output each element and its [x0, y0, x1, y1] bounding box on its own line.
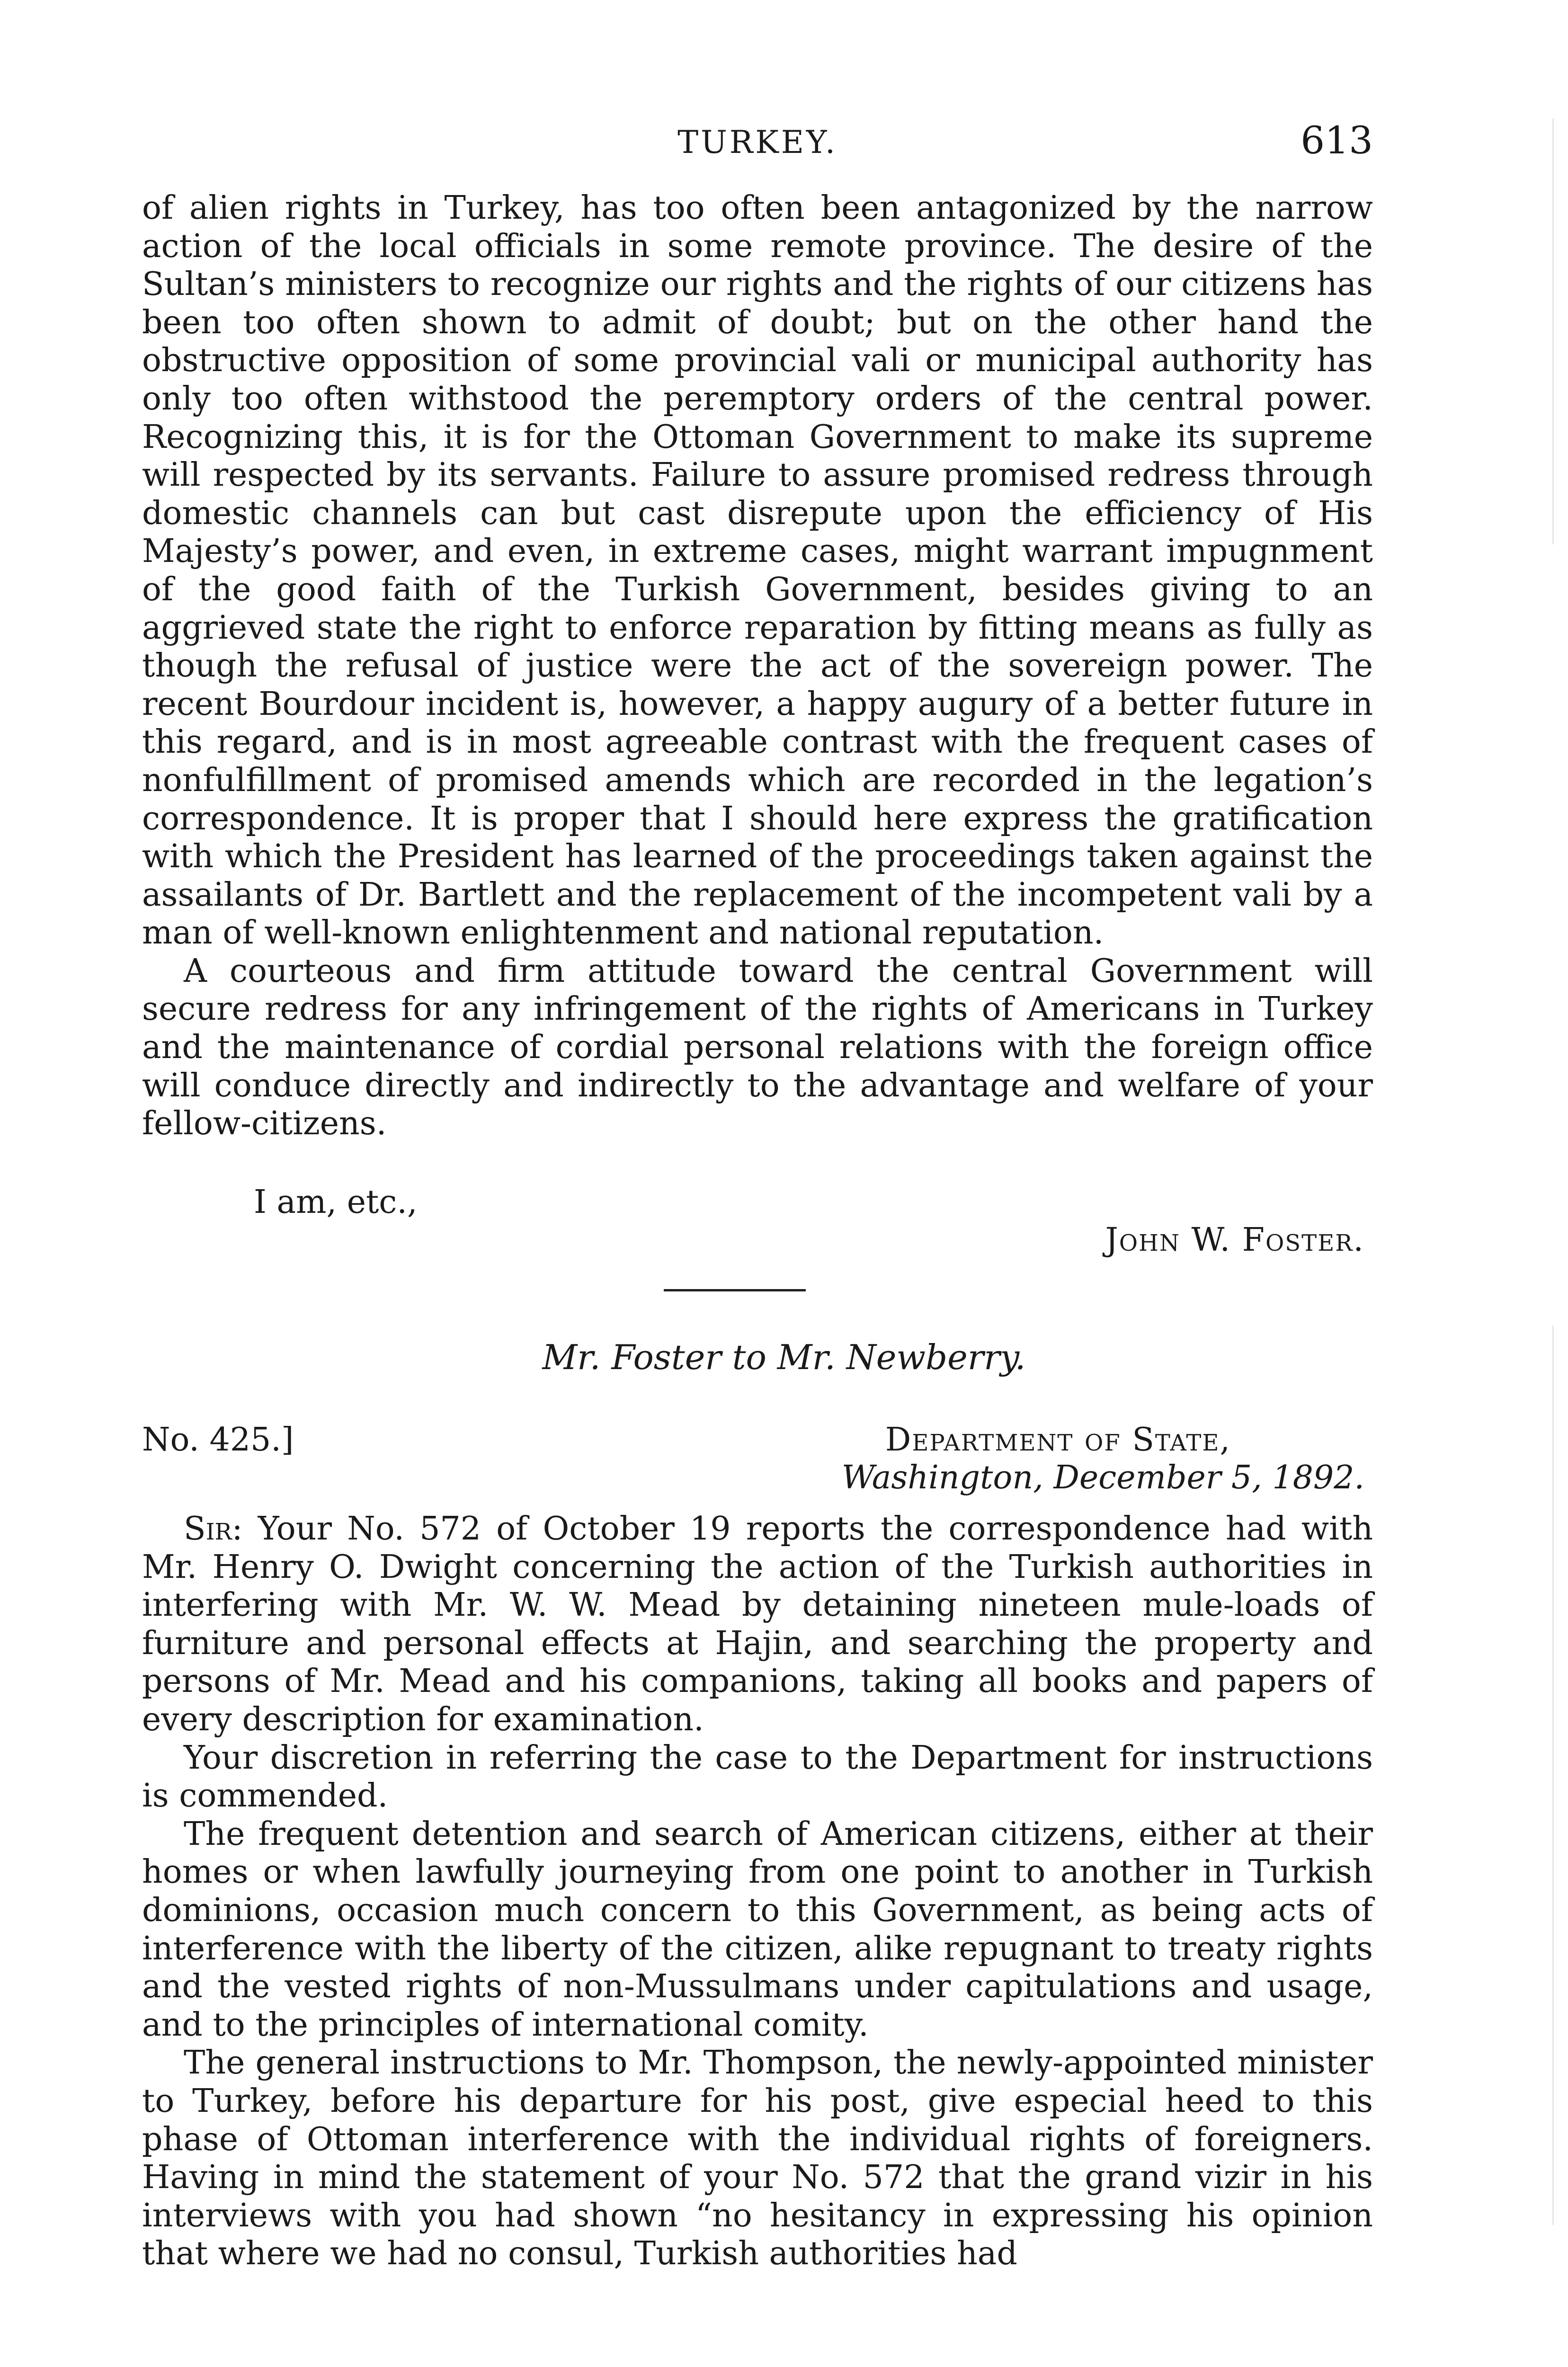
scan-edge-mark [1552, 118, 1554, 544]
paragraph-report [142, 1510, 1373, 1739]
signature: John W. Foster. [1105, 1221, 1364, 1259]
paragraph-discretion: Your discretion in referring the case to the Department for instructions is commended. [142, 1739, 1373, 1815]
running-head [142, 118, 1373, 176]
closing-line: I am, etc., [254, 1184, 418, 1221]
scan-edge-mark [1552, 1326, 1554, 2225]
paragraph-courteous-attitude: A courteous and firm attitude toward the central Government will secure redress for any infringement of the rights of Americans in Turkey and the maintenance of cordial personal relations with the foreign office will conduce directly and indirectly to the advantage and welfare of your fellow-citizens. [142, 952, 1373, 1143]
page-number: 613 [1301, 118, 1373, 162]
letter-heading: Mr. Foster to Mr. Newberry. [542, 1337, 1026, 1377]
paragraph-detention: The frequent detention and search of American citizens, either at their homes or when lawfully journeying from one point to another in Turkish dominions, occasion much concern to this Government, as being acts of interference with the liberty of the citizen, alike repugnant to treaty rights and the vested rights of non-Mussulmans under capitulations and usage, and to the principles of international comity. [142, 1815, 1373, 2044]
letter-continuation [142, 189, 1373, 1143]
document-number: No. 425.] [142, 1421, 294, 1459]
section-divider [664, 1289, 806, 1291]
running-title: TURKEY. [677, 124, 837, 160]
salutation: Sir: [184, 1510, 243, 1548]
dateline-row [142, 1421, 1373, 1464]
paragraph-instructions: The general instructions to Mr. Thompson, the newly-appointed minister to Turkey, before his departure for his post, give especial heed to this phase of Ottoman interference with the individual rights of foreigners. Having in mind the statement of your No. 572 that the grand vizir in his interviews with you had shown “no hesitancy in expressing his opinion that where we had no consul, Turkish authorities had [142, 2044, 1373, 2273]
paragraph-report-text: Your No. 572 of October 19 reports the correspondence had with Mr. Henry O. Dwight concerning the action of the Turkish authorities in interfering with Mr. W. W. Mead by detaining nineteen mule-loads of furniture and personal effects at Hajin, and searching the property and persons of Mr. Mead and his companions, taking all books and papers of every description for examination. [142, 1510, 1373, 1738]
place-and-date: Washington, December 5, 1892. [841, 1459, 1364, 1496]
paragraph-continued: of alien rights in Turkey, has too often been antagonized by the narrow action of the local officials in some remote province. The desire of the Sultan’s ministers to recognize our rights and the rights of our citizens has been too often shown to admit of doubt; but on the other hand the obstructive opposition of some provincial vali or municipal authority has only too often withstood the peremptory orders of the central power. Recognizing this, it is for the Ottoman Government to make its supreme will respected by its servants. Failure to assure promised redress through domestic channels can but cast disrepute upon the efficiency of His Majesty’s power, and even, in extreme cases, might warrant impugnment of the good faith of the Turkish Government, besides giving to an aggrieved state the right to enforce reparation by fitting means as fully as though the refusal of justice were the act of the sovereign power. The recent Bourdour incident is, however, a happy augury of a better future in this regard, and is in most agreeable contrast with the frequent cases of nonfulfillment of promised amends which are recorded in the legation’s correspondence. It is proper that I should here express the gratification with which the President has learned of the proceedings taken against the assailants of Dr. Bartlett and the replacement of the incompetent vali by a man of well-known enlightenment and national reputation. [142, 189, 1373, 952]
department-name: Department of State, [885, 1421, 1231, 1459]
letter-body [142, 1510, 1373, 2273]
